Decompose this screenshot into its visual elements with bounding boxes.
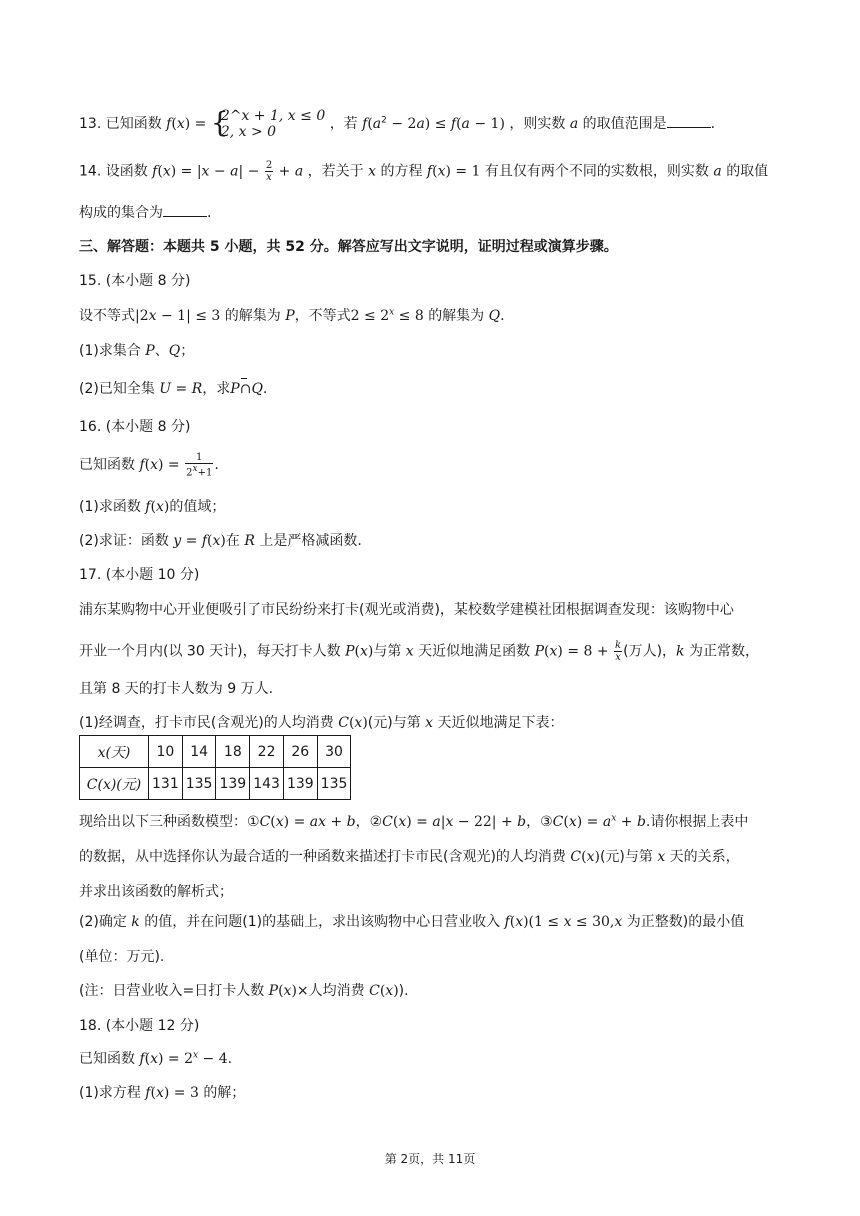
question-15-part1: (1)求集合 P、Q； [79,343,195,359]
table-cell: 139 [216,768,250,800]
question-16-part2: (2)求证：函数 y = f(x)在 R 上是严格减函数. [79,533,362,549]
table-cell: 10 [149,736,183,768]
question-17-line1: 浦东某购物中心开业便吸引了市民纷纷来打卡(观光或消费)，某校数学建模社团根据调查发现：该购物中心 [79,602,734,618]
question-17-part2: (2)确定 k 的值，并在问题(1)的基础上，求出该购物中心日营业收入 f(x)(1 ≤ x ≤ 30,x 为正整数)的最小值 [79,914,745,930]
question-18-part1: (1)求方程 f(x) = 3 的解； [79,1085,246,1101]
table-header-c: C(x)(元) [80,768,149,800]
table-cell: 135 [182,768,216,800]
question-17-line3: 且第 8 天的打卡人数为 9 万人. [79,681,274,697]
question-15-stem: 设不等式|2x − 1| ≤ 3 的解集为 P，不等式$2 \le 2^x \le 8$ 的解集为 Q. [79,307,505,324]
question-15-head: 15. (本小题 8 分) [79,273,191,289]
table-cell: 14 [182,736,216,768]
section-heading: 三、解答题：本题共 5 小题，共 52 分。解答应写出文字说明，证明过程或演算步骤。 [79,239,618,255]
question-17-part1: (1)经调查，打卡市民(含观光)的人均消费 C(x)(元)与第 x 天近似地满足下表： [79,715,564,731]
question-13: 13. 已知函数 f(x) = { 2^x + 1, x ≤ 0 2, x > 0 ，若 $f(a^2 - 2a) \le f(a - 1)$ ，则实数 a 的取值范围是 . [79,106,716,140]
answer-blank [667,115,711,128]
question-17-note: (注：日营业收入=日打卡人数 P(x)×人均消费 C(x)). [79,983,409,999]
table-row [80,768,351,800]
table-cell: 18 [216,736,250,768]
question-17-line2: 开业一个月内(以 30 天计)，每天打卡人数 P(x)与第 x 天近似地满足函数 P(x) = 8 + $\frac{k}{x}$ (万人)，k 为正常数， [79,640,759,663]
consumption-table [79,735,351,800]
table-cell: 139 [283,768,317,800]
table-cell: 135 [317,768,351,800]
question-16-stem: 已知函数 f(x) = $\frac{1}{2^x+1}$ . [79,452,219,479]
table-cell: 131 [149,768,183,800]
answer-blank [163,204,207,217]
question-14: 14. 设函数 f(x) = |x − a| − $\frac{2}{x}$ + a ，若关于 x 的方程 f(x) = 1 有且仅有两个不同的实数根，则实数 a 的取值 [79,160,769,183]
question-17-head: 17. (本小题 10 分) [79,567,200,583]
table-cell: 22 [250,736,284,768]
question-15-part2: (2)已知全集 U = R，求P∩Q. [79,381,268,397]
question-16-part1: (1)求函数 f(x)的值域； [79,499,226,515]
question-18-stem: 已知函数 $f(x) = 2^x - 4$. [79,1050,233,1067]
question-17-models-line2: 的数据，从中选择你认为最合适的一种函数来描述打卡市民(含观光)的人均消费 C(x)(元)与第 x 天的关系， [79,849,740,865]
table-cell: 26 [283,736,317,768]
table-cell: 143 [250,768,284,800]
question-17-models: 现给出以下三种函数模型：①C(x) = ax + b，②C(x) = a|x − 22| + b，③C(x) = $a^x + b$.请你根据上表中 [79,813,749,830]
question-17-models-line3: 并求出该函数的解析式； [79,884,233,900]
piecewise-function: { 2^x + 1, x ≤ 0 2, x > 0 [210,106,326,140]
table-row [80,736,351,768]
question-18-head: 18. (本小题 12 分) [79,1018,200,1034]
page-footer: 第 2页，共 11页 [384,1152,476,1166]
table-cell: 30 [317,736,351,768]
question-14-line2: 构成的集合为 . [79,205,212,221]
question-16-head: 16. (本小题 8 分) [79,419,191,435]
question-17-part2-line2: (单位：万元). [79,949,165,965]
table-header-x: x(天) [80,736,149,768]
